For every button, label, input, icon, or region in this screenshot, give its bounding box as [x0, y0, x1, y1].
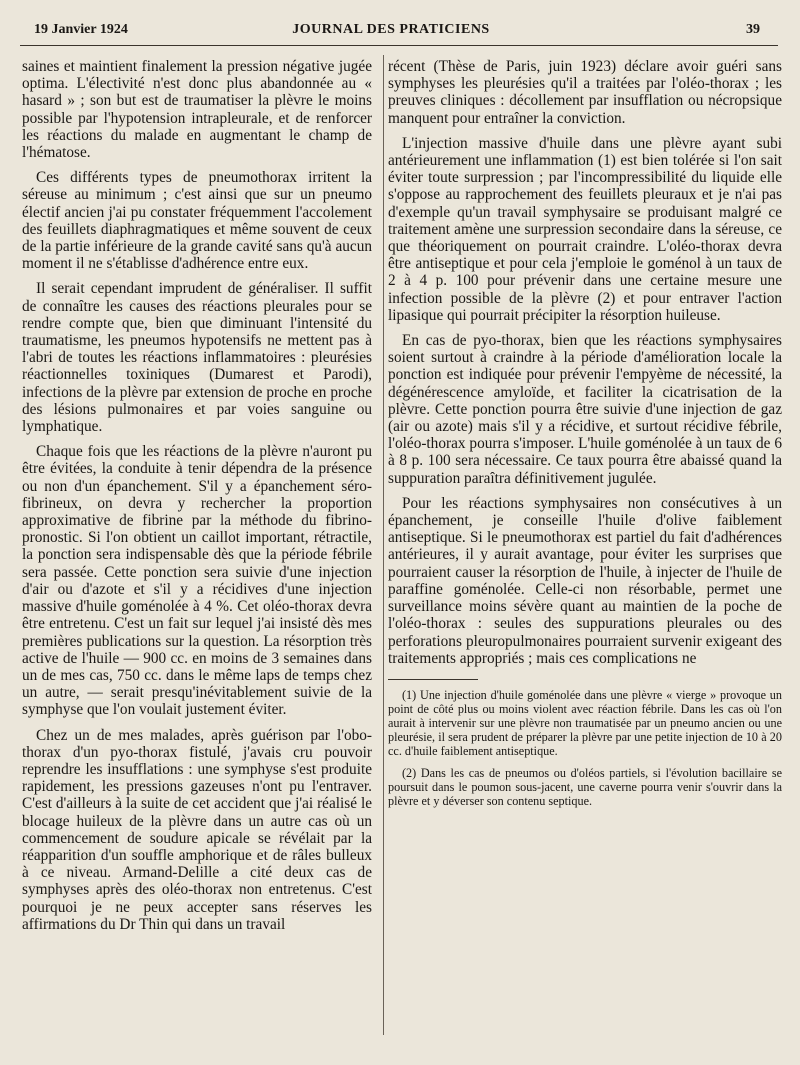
footnote: (1) Une injection d'huile goménolée dans une plèvre « vierge » provoque un point de côté plus ou moins violent avec réaction fébrile. Dans les cas où l'on aurait à intervenir sur une plèvre non traumatisée par un pneumo ancien ou une pleurésie, il sera prudent de préparer la plèvre par une petite injection de 10 à 20 cc. d'huile faiblement antiseptique. [388, 687, 782, 758]
paragraph: Chaque fois que les réactions de la plèvre n'auront pu être évitées, la conduite à tenir dépendra de la présence ou non d'un épanchement. S'il y a épanchement séro-fibrineux, on devra y rechercher la proportion approximative de fibrine par la méthode du fibrino-pronostic. Si l'on obtient un caillot important, rétractile, la ponction sera indispensable dès que la période fébrile sera passée. Cette ponction sera suivie d'une injection d'air ou d'azote et s'il y a récidives d'une injection massive d'huile goménolée à 4 %. Cet oléo-thorax devra être entretenu. C'est un fait sur lequel j'ai insisté dès mes premières publications sur la question. La résorption très active de l'huile — 900 cc. en moins de 3 semaines dans un de mes cas, 750 cc. dans le même laps de temps chez un autre, — serait presqu'inévitablement suivie de la symphyse que l'on voulait justement éviter. [22, 443, 372, 719]
paragraph: En cas de pyo-thorax, bien que les réactions symphysaires soient surtout à craindre à la période d'amélioration locale la ponction est indiquée pour prévenir l'empyème de nécessité, la dégénérescence amyloïde, et faciliter la cicatrisation de la plèvre. Cette ponction pourra être suivie d'une injection de gaz (air ou azote) mais s'il y a récidive, et surtout récidive fébrile, l'oléo-thorax pourra s'imposer. L'huile goménolée à un taux de 6 à 8 p. 100 sera nécessaire. Ce taux pourra être abaissé quand la suppuration paraîtra définitivement jugulée. [388, 332, 782, 487]
page-number: 39 [746, 22, 760, 37]
paragraph: Il serait cependant imprudent de généraliser. Il suffit de connaître les causes des réactions pleurales pour se rendre compte que, bien que diminuant l'intensité du traumatisme, les pneumos hypotensifs ne mettent pas à l'abri de toutes les réactions inflammatoires : pleurésies réactionnelles toxiniques (Dumarest et Parodi), infections de la plèvre par extension de proche en proche des lésions pulmonaires et par voies sanguine ou lymphatique. [22, 280, 372, 436]
paragraph: Pour les réactions symphysaires non consécutives à un épanchement, je conseille l'huile d'olive faiblement antiseptique. Si le pneumothorax est partiel du fait d'adhérences antérieures, il y aurait avantage, pour éviter les surprises que pourraient causer la résorption de l'huile, à injecter de l'huile de paraffine goménolée. Celle-ci non résorbable, permet une surveillance moins sévère quant au maintien de la poche de l'oléo-thorax : seules des suppurations pleurales ou des perforations pleuropulmonaires pourraient survenir exigeant des traitements appropriés ; mais ces complications ne [388, 494, 782, 667]
right-column [388, 58, 782, 816]
paragraph: Ces différents types de pneumothorax irritent la séreuse au minimum ; c'est ainsi que sur un pneumo électif ancien j'ai pu constater fréquemment l'accolement des feuillets diaphragmatiques et même souvent de ceux de la partie inférieure de la grande cavité sans qu'à aucun moment il ne s'établisse d'adhérence entre eux. [22, 169, 372, 273]
left-column [22, 58, 372, 941]
paragraph: Chez un de mes malades, après guérison par l'obo-thorax d'un pyo-thorax fistulé, j'avais cru pouvoir reprendre les insufflations : une symphyse s'est produite rapidement, les pressions gazeuses n'ont pu l'entraver. C'est d'ailleurs à la suite de cet accident que j'ai réalisé le blocage huileux de la plèvre dans un autre cas où un commencement de soudure apicale se révélait par la réapparition d'un souffle amphorique et de râles bulleux à ce niveau. Armand-Delille a cité deux cas de symphyses après des oléo-thorax non entretenus. C'est pourquoi je ne peux accepter sans réserves les affirmations du Dr Thin qui dans un travail [22, 726, 372, 933]
paragraph: saines et maintient finalement la pression négative jugée optima. L'électivité n'est donc plus abandonnée au « hasard » ; son but est de traumatiser la plèvre le moins possible par l'hypotension intrapleurale, et de renforcer les réactions du malade en augmentant le champ de l'hématose. [22, 58, 372, 162]
footnote: (2) Dans les cas de pneumos ou d'oléos partiels, si l'évolution bacillaire se poursuit dans le poumon sous-jacent, une caverne pourra venir s'ouvrir dans la plèvre et y déverser son contenu septique. [388, 765, 782, 808]
header-date: 19 Janvier 1924 [34, 22, 128, 37]
journal-title: JOURNAL DES PRATICIENS [292, 22, 490, 37]
paragraph: récent (Thèse de Paris, juin 1923) déclare avoir guéri sans symphyses les pleurésies qu'il a traitées par l'oléo-thorax ; les preuves cliniques : décollement par insufflation ou nécropsique manquent pour entraîner la conviction. [388, 58, 782, 127]
running-header [22, 22, 760, 42]
footnote-rule [388, 679, 478, 680]
header-rule [20, 45, 778, 46]
column-divider [383, 55, 384, 1035]
paragraph: L'injection massive d'huile dans une plèvre ayant subi antérieurement une inflammation (1) est bien tolérée si l'on sait éviter toute surpression ; par l'incompressibilité du liquide elle s'oppose au rapprochement des feuillets pleuraux et je n'ai pas d'exemple qu'un travail symphysaire se produisant malgré ce traitement amène une surpression secondaire dans la séreuse, ce que théoriquement on pourrait craindre. L'oléo-thorax devra être antiseptique et pour cela j'emploie le goménol à un taux de 2 à 4 p. 100 pour prévenir dans une certaine mesure une infection possible de la plèvre (2) et pour entraver l'action lipasique qui pourrait précipiter la résorption huileuse. [388, 134, 782, 324]
